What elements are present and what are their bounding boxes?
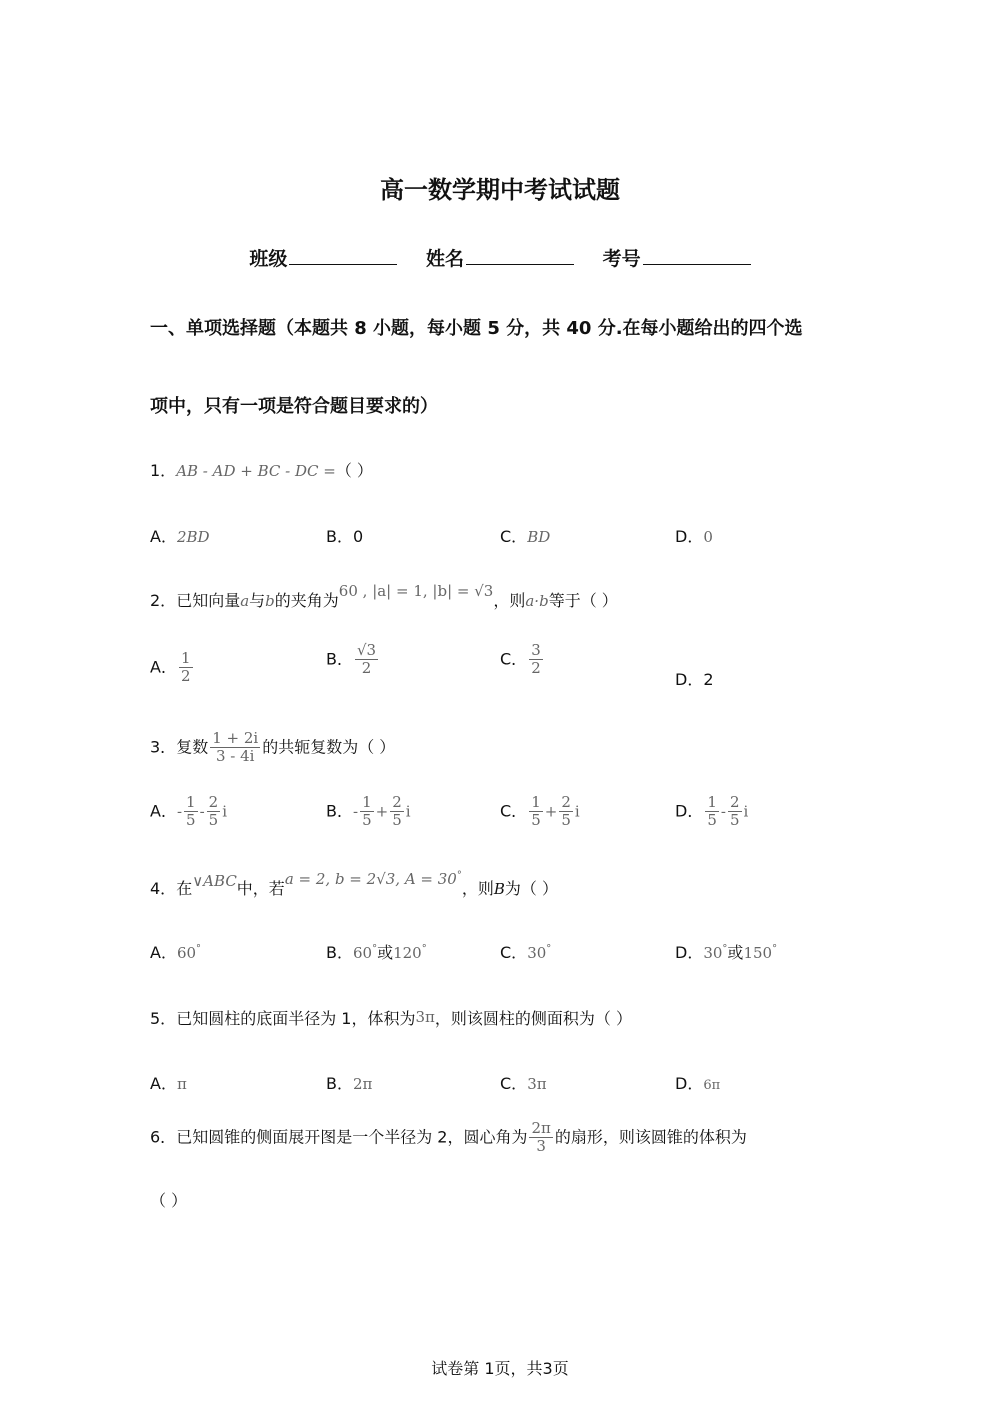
vector-expression: AB - AD + BC - DC = (176, 462, 336, 480)
q4-option-c[interactable]: C．30° (500, 943, 552, 962)
q2-option-a[interactable]: A． $\frac{1}{2}$ (150, 649, 191, 686)
angle-condition: 60 , |a| = 1, |b| = √3 (338, 582, 494, 600)
answer-paren: （ ） (335, 461, 373, 480)
q2-option-d[interactable]: D．2 (675, 670, 714, 689)
q4-option-b[interactable]: B．60°或120° (326, 943, 427, 962)
q1-option-d[interactable]: D．0 (675, 527, 713, 546)
question-number: 4． (150, 879, 177, 898)
complex-fraction: $\frac{1 + 2i}{3 - 4i}$ (212, 729, 259, 766)
vector-b: b (265, 592, 275, 610)
q3-option-b[interactable]: B．- $\frac{1}{5}$ + $\frac{2}{5}$ i (326, 793, 411, 830)
q3-option-c[interactable]: C． $\frac{1}{5}$ + $\frac{2}{5}$ i (500, 793, 580, 830)
q5-option-a[interactable]: A．π (150, 1074, 187, 1093)
q5-option-b[interactable]: B．2π (326, 1074, 373, 1093)
question-number: 3． (150, 737, 177, 757)
page-title: 高一数学期中考试试题 (380, 176, 620, 204)
option-value: 2BD (176, 528, 210, 546)
q5-option-c[interactable]: C．3π (500, 1074, 547, 1093)
page-footer: 试卷第 1页，共3页 (431, 1359, 569, 1378)
q2-option-b[interactable]: B． $\frac{√3}{2}$ (326, 641, 377, 678)
question-6: 6．已知圆锥的侧面展开图是一个半径为 2，圆心角为 $\frac{2\pi}{3}$ 的扇形，则该圆锥的体积为 (150, 1119, 747, 1156)
question-4: 4．在∨ABC中，若a = 2, b = 2√3, A = 30°，则B为（ ） (150, 870, 558, 898)
q1-option-b[interactable]: B．0 (326, 527, 364, 546)
name-blank[interactable] (466, 246, 574, 265)
q4-option-a[interactable]: A．60° (150, 943, 202, 962)
q3-option-a[interactable]: A．- $\frac{1}{5}$ - $\frac{2}{5}$ i (150, 793, 228, 830)
name-label: 姓名 (425, 248, 464, 270)
section-heading-line1: 一、单项选择题（本题共 8 小题，每小题 5 分，共 40 分.在每小题给出的四个选 (150, 318, 803, 339)
fraction: $\frac{3}{2}$ (531, 641, 541, 678)
q4-option-d[interactable]: D．30°或150° (675, 943, 778, 962)
q1-option-a[interactable]: A．2BD (150, 527, 210, 546)
triangle-condition: a = 2, b = 2√3, A = 30° (284, 870, 462, 888)
question-6-paren: （ ） (150, 1191, 188, 1210)
vector-a: a (240, 592, 250, 610)
triangle-symbol: ∨ABC (192, 872, 237, 890)
section-heading-line2: 项中，只有一项是符合题目要求的） (150, 396, 438, 417)
question-2: 2．已知向量a与b的夹角为60 , |a| = 1, |b| = √3，则a·b等于（ ） (150, 582, 618, 610)
angle-fraction: $\frac{2\pi}{3}$ (531, 1119, 551, 1156)
question-3: 3．复数 $\frac{1 + 2i}{3 - 4i}$ 的共轭复数为（ ） (150, 729, 396, 766)
q2-option-c[interactable]: C． $\frac{3}{2}$ (500, 641, 541, 678)
fraction: $\frac{√3}{2}$ (356, 641, 377, 678)
fraction: $\frac{1}{2}$ (180, 649, 191, 686)
option-value: BD (527, 528, 551, 546)
q5-option-d[interactable]: D．6π (675, 1074, 721, 1093)
option-value: 2 (703, 670, 714, 689)
question-number: 5． (150, 1009, 177, 1028)
id-blank[interactable] (643, 246, 751, 265)
q1-option-c[interactable]: C．BD (500, 527, 551, 546)
student-info (0, 244, 1000, 271)
q3-option-d[interactable]: D． $\frac{1}{5}$ - $\frac{2}{5}$ i (675, 793, 749, 830)
option-value: 0 (352, 527, 364, 546)
question-number: 1． (150, 461, 177, 480)
class-blank[interactable] (289, 246, 397, 265)
question-number: 6． (150, 1127, 177, 1147)
question-5: 5．已知圆柱的底面半径为 1，体积为3π，则该圆柱的侧面积为（ ） (150, 1008, 632, 1028)
question-1 (150, 458, 373, 481)
option-value: 0 (703, 528, 713, 546)
angle-b: B (493, 880, 505, 898)
class-label: 班级 (249, 248, 288, 270)
id-label: 考号 (602, 248, 641, 270)
volume-value: 3π (415, 1008, 435, 1026)
question-number: 2． (150, 591, 177, 610)
dot-product: a·b (525, 592, 549, 610)
